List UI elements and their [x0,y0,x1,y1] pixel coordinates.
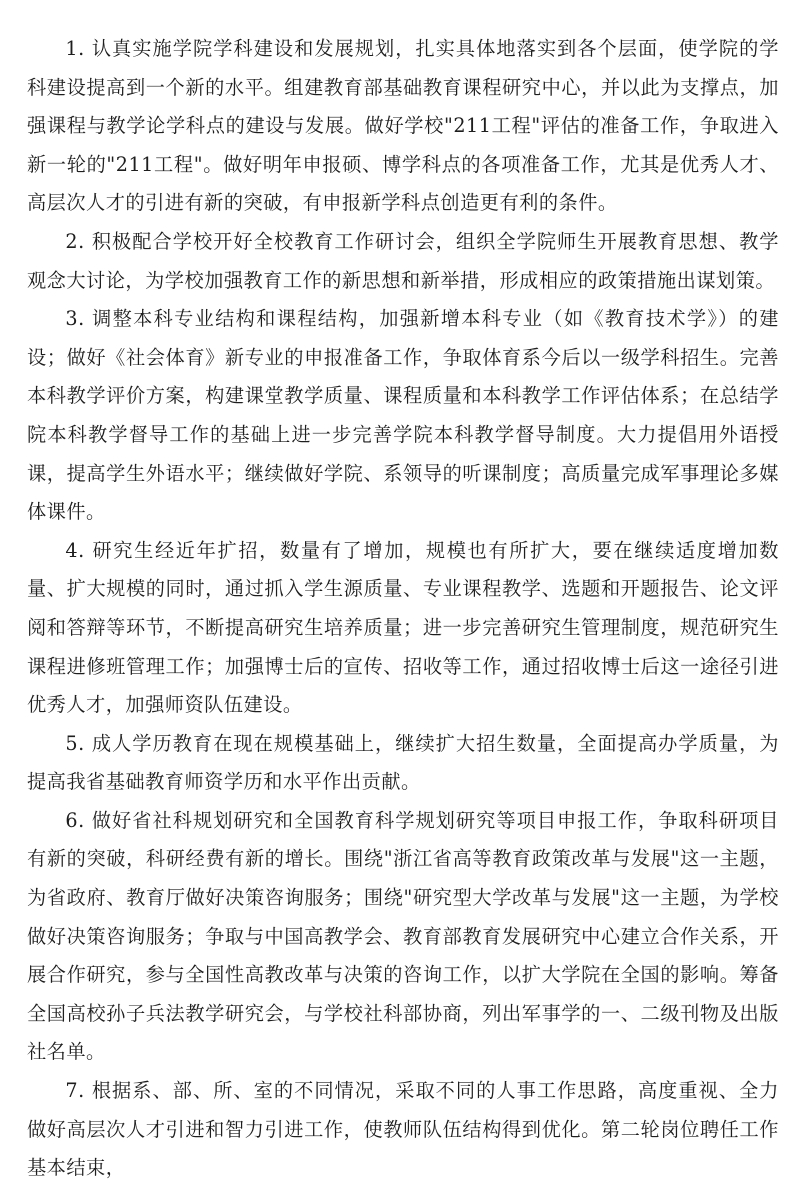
paragraph-6: 6. 做好省社科规划研究和全国教育科学规划研究等项目申报工作，争取科研项目有新的突破，科研经费有新的增长。围绕"浙江省高等教育政策改革与发展"这一主题，为省政府、教育厅做好决策咨询服务；围绕"研究型大学改革与发展"这一主题，为学校做好决策咨询服务；争取与中国高教学会、教育部教育发展研究中心建立合作关系，开展合作研究，参与全国性高教改革与决策的咨询工作，以扩大学院在全国的影响。筹备全国高校孙子兵法教学研究会，与学校社科部协商，列出军事学的一、二级刊物及出版社名单。 [27,808,779,1064]
paragraph-2: 2. 积极配合学校开好全校教育工作研讨会，组织全学院师生开展教育思想、教学观念大讨论，为学校加强教育工作的新思想和新举措，形成相应的政策措施出谋划策。 [27,229,779,292]
paragraph-4: 4. 研究生经近年扩招，数量有了增加，规模也有所扩大，要在继续适度增加数量、扩大规模的同时，通过抓入学生源质量、专业课程教学、选题和开题报告、论文评阅和答辩等环节，不断提高研究生培养质量；进一步完善研究生管理制度，规范研究生课程进修班管理工作；加强博士后的宣传、招收等工作，通过招收博士后这一途径引进优秀人才，加强师资队伍建设。 [27,538,779,717]
paragraph-3: 3. 调整本科专业结构和课程结构，加强新增本科专业（如《教育技术学》）的建设；做好《社会体育》新专业的申报准备工作，争取体育系今后以一级学科招生。完善本科教学评价方案，构建课堂教学质量、课程质量和本科教学工作评估体系；在总结学院本科教学督导工作的基础上进一步完善学院本科教学督导制度。大力提倡用外语授课，提高学生外语水平；继续做好学院、系领导的听课制度；高质量完成军事理论多媒体课件。 [27,307,779,524]
document-body [27,30,779,1188]
paragraph-1: 1. 认真实施学院学科建设和发展规划，扎实具体地落实到各个层面，使学院的学科建设提高到一个新的水平。组建教育部基础教育课程研究中心，并以此为支撑点，加强课程与教学论学科点的建设与发展。做好学校"211工程"评估的准备工作，争取进入新一轮的"211工程"。做好明年申报硕、博学科点的各项准备工作，尤其是优秀人才、高层次人才的引进有新的突破，有申报新学科点创造更有利的条件。 [27,37,779,215]
paragraph-7: 7. 根据系、部、所、室的不同情况，采取不同的人事工作思路，高度重视、全力做好高层次人才引进和智力引进工作，使教师队伍结构得到优化。第二轮岗位聘任工作基本结束， [27,1079,779,1180]
paragraph-5: 5. 成人学历教育在现在规模基础上，继续扩大招生数量，全面提高办学质量，为提高我省基础教育师资学历和水平作出贡献。 [27,731,779,794]
